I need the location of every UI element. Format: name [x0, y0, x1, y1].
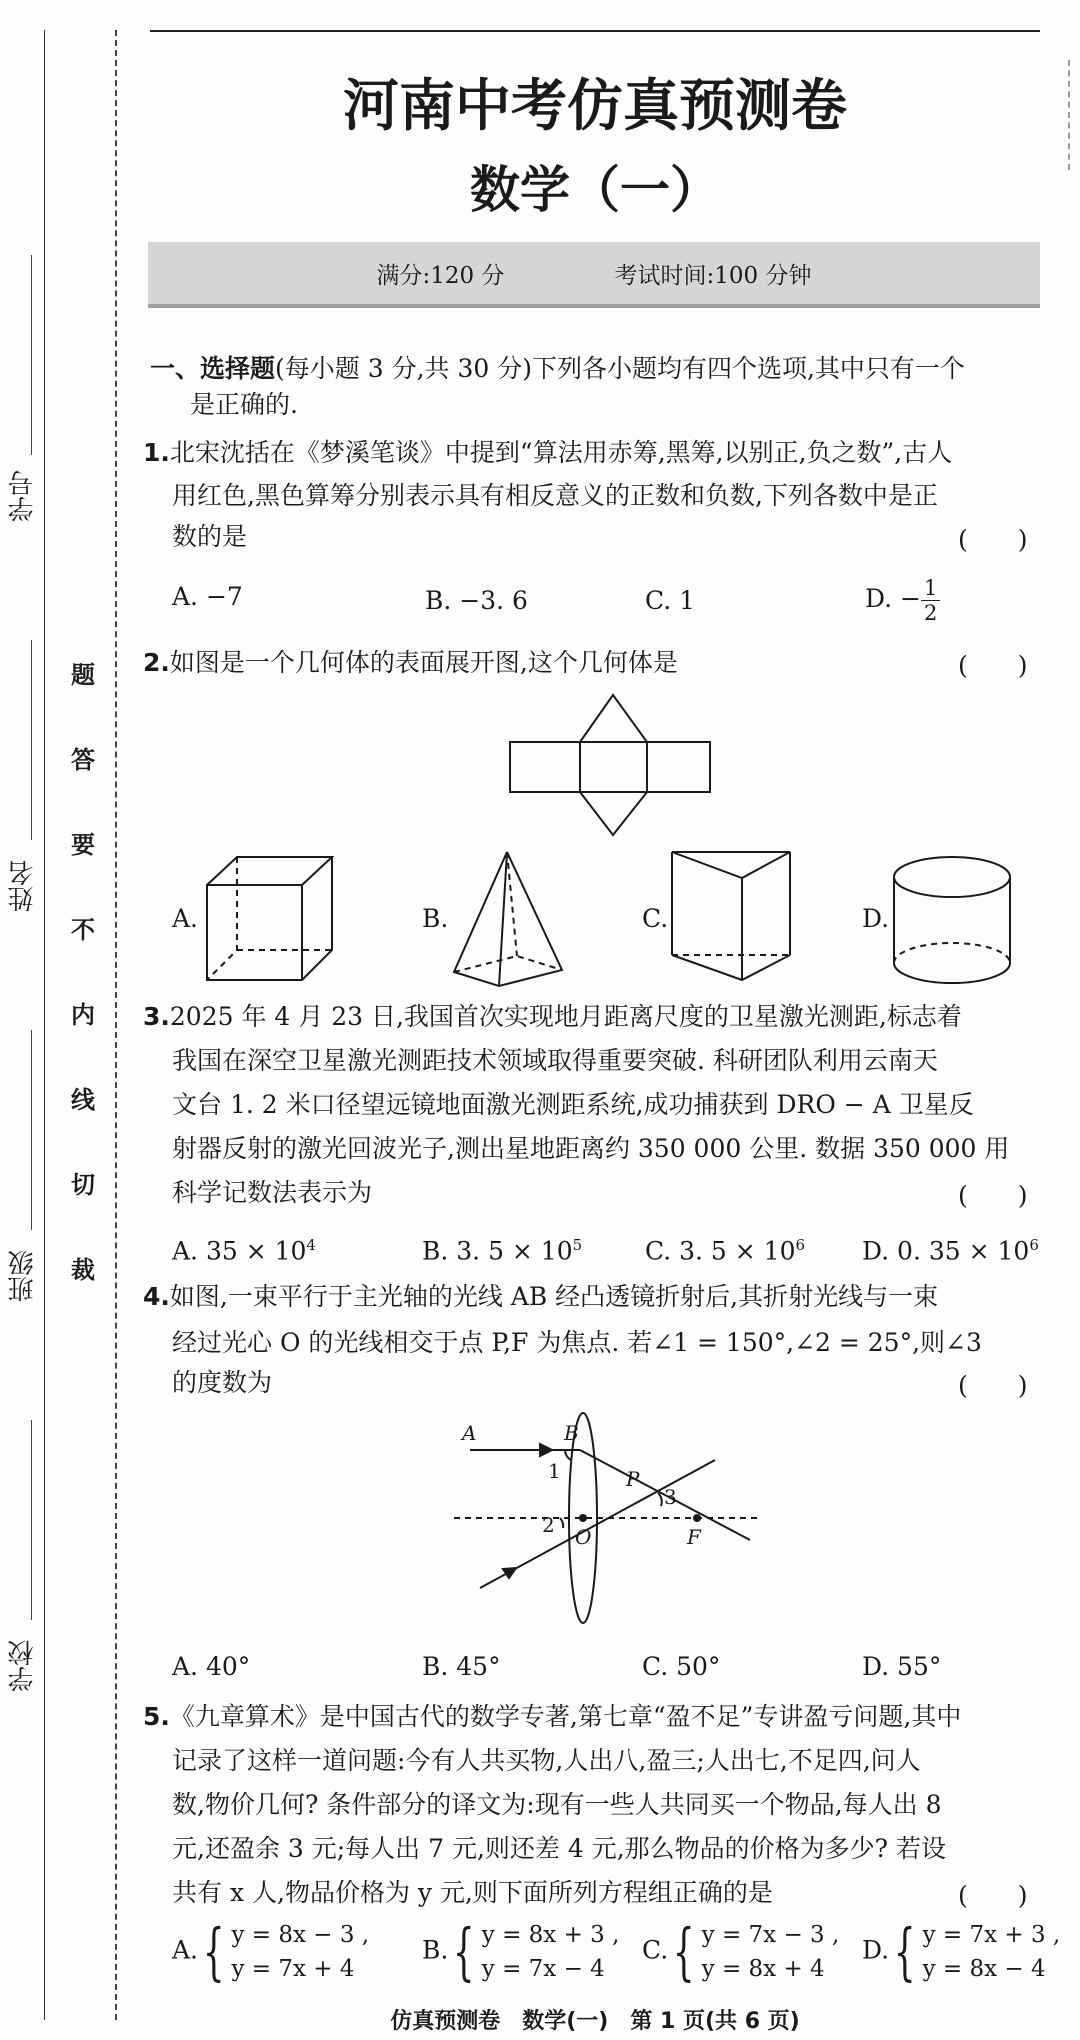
option-b: B. −3. 6 [425, 586, 528, 615]
net-bottom-triangle [580, 792, 647, 835]
option-d [865, 576, 940, 625]
equation-system [923, 1918, 1061, 1986]
question-text: 经过光心 O 的光线相交于点 P,F 为焦点. 若∠1 = 150°,∠2 = 25°,则∠3 [172, 1328, 982, 1357]
exam-info-bar [148, 242, 1040, 308]
option-text: B. 3. 5 × 10 [422, 1236, 573, 1266]
right-cut-line [1068, 60, 1070, 170]
label-p: P [626, 1467, 640, 1491]
angle-3-arc [658, 1493, 662, 1506]
answer-paren: ( ) [958, 525, 1028, 554]
question-number: 2. [143, 648, 170, 677]
margin-border [44, 30, 45, 2020]
question-number: 5. [143, 1702, 170, 1731]
warning-char: 答 [71, 746, 95, 774]
class-label: 班级 [8, 1250, 38, 1302]
school-label: 学校 [8, 1640, 38, 1692]
label-a: A [462, 1421, 477, 1445]
question-text: 数,物价几何? 条件部分的译文为:现有一些人共同买一个物品,每人出 8 [172, 1790, 942, 1819]
prism-figure [670, 850, 795, 985]
equation-system [702, 1918, 840, 1986]
cube-top-face [207, 857, 332, 885]
equation: y = 8x − 3 , [231, 1922, 370, 1948]
question-3-line [143, 1000, 962, 1034]
option-a [172, 1228, 316, 1268]
question-text: 《九章算术》是中国古代的数学专著,第七章“盈不足”专讲盈亏问题,其中 [169, 1702, 962, 1731]
warning-char: 要 [71, 831, 95, 859]
cube-hidden-edge [207, 857, 237, 980]
section-note-line2: 是正确的. [190, 390, 298, 419]
cylinder-bottom-front [894, 963, 1010, 983]
surface-net-figure [505, 690, 715, 840]
equation: y = 8x − 4 [922, 1956, 1046, 1982]
section-heading-line [150, 352, 965, 386]
exponent: 4 [306, 1236, 316, 1254]
question-text: 文台 1. 2 米口径望远镜地面激光测距系统,成功捕获到 DRO − A 卫星反 [172, 1090, 974, 1119]
pyramid-edge [499, 852, 507, 986]
angle-2-arc [560, 1518, 563, 1528]
question-text: 北宋沈括在《梦溪笔谈》中提到“算法用赤筹,黑筹,以别正,负之数”,古人 [169, 438, 953, 467]
question-text: 如图,一束平行于主光轴的光线 AB 经凸透镜折射后,其折射光线与一束 [169, 1282, 939, 1311]
page-subtitle: 数学（一） [470, 161, 720, 219]
question-text: 科学记数法表示为 [172, 1178, 373, 1207]
label-o: O [575, 1525, 592, 1549]
option-d: D. 55° [862, 1652, 942, 1681]
focus-point [693, 1514, 701, 1522]
cube-side-edge [302, 857, 332, 980]
answer-paren: ( ) [958, 1371, 1028, 1400]
name-blank [31, 640, 32, 840]
ray-arrow [503, 1568, 516, 1578]
option-a: A. 40° [172, 1652, 251, 1681]
pyramid-hidden-edge [507, 852, 517, 956]
option-a [172, 1915, 370, 1988]
option-text: A. 35 × 10 [172, 1236, 307, 1266]
option-label: C. [642, 1935, 669, 1965]
fraction [921, 576, 940, 625]
option-c: C. [642, 904, 669, 933]
option-b: B. [422, 904, 449, 933]
section-note: (每小题 3 分,共 30 分)下列各小题均有四个选项,其中只有一个 [275, 354, 965, 383]
lens-figure [440, 1410, 770, 1625]
cube-figure [205, 855, 335, 985]
question-text: 2025 年 4 月 23 日,我国首次实现地月距离尺度的卫星激光测距,标志着 [169, 1002, 962, 1031]
question-text: 射器反射的激光回波光子,测出星地距离约 350 000 公里. 数据 350 000 用 [172, 1134, 1010, 1163]
student-id-label: 学号 [8, 470, 38, 522]
equation: y = 7x + 4 [231, 1956, 355, 1982]
warning-char: 不 [71, 916, 95, 944]
label-b: B [564, 1421, 579, 1445]
warning-char: 切 [71, 1171, 95, 1199]
equation: y = 7x − 4 [481, 1956, 605, 1982]
question-5-line [143, 1700, 961, 1734]
section-title: 一、选择题 [150, 354, 276, 383]
brace-icon: { [202, 1915, 225, 1988]
net-top-triangle [580, 695, 647, 742]
question-text: 记录了这样一道问题:今有人共买物,人出八,盈三;人出七,不足四,问人 [172, 1746, 921, 1775]
option-text: D. 0. 35 × 10 [862, 1236, 1030, 1266]
warning-char: 内 [71, 1001, 95, 1029]
numerator: 1 [921, 576, 940, 601]
question-number: 1. [143, 438, 170, 467]
name-label: 姓名 [8, 860, 38, 912]
angle-1-arc [565, 1450, 571, 1460]
option-text: C. 3. 5 × 10 [645, 1236, 796, 1266]
exponent: 6 [1029, 1236, 1039, 1254]
equation-system [482, 1918, 620, 1986]
option-label: B. [422, 1935, 449, 1965]
option-c [645, 1228, 805, 1268]
label-f: F [687, 1525, 701, 1549]
school-blank [31, 1420, 32, 1620]
pyramid-hidden-base [454, 956, 562, 972]
question-text: 共有 x 人,物品价格为 y 元,则下面所列方程组正确的是 [172, 1878, 773, 1907]
brace-icon: { [453, 1915, 475, 1988]
answer-paren: ( ) [958, 651, 1028, 680]
exam-time: 考试时间:100 分钟 [614, 262, 812, 289]
option-label: D. [862, 1935, 890, 1965]
option-d [862, 1228, 1039, 1268]
class-blank [31, 1030, 32, 1230]
cut-line [115, 30, 117, 2020]
cylinder-bottom-back [894, 943, 1010, 963]
option-c: C. 50° [642, 1652, 721, 1681]
exponent: 5 [572, 1236, 583, 1254]
question-1-line [143, 436, 952, 470]
question-text: 的度数为 [172, 1368, 273, 1397]
question-text: 元,还盈余 3 元;每人出 7 元,则还差 4 元,那么物品的价格为多少? 若设 [172, 1834, 947, 1863]
equation: y = 7x − 3 , [701, 1922, 840, 1948]
pyramid-figure [452, 850, 567, 990]
cylinder-figure [892, 855, 1017, 990]
question-2-line [143, 646, 678, 680]
page-footer: 仿真预测卷 数学(一) 第 1 页(共 6 页) [390, 2009, 800, 2034]
option-b [422, 1228, 582, 1268]
prism-bottom [672, 955, 790, 980]
question-text: 用红色,黑色算筹分别表示具有相反意义的正数和负数,下列各数中是正 [172, 481, 938, 510]
exponent: 6 [795, 1236, 806, 1254]
student-id-blank [31, 255, 32, 455]
question-text: 如图是一个几何体的表面展开图,这个几何体是 [169, 648, 678, 677]
option-label: A. [172, 1935, 199, 1965]
page-title: 河南中考仿真预测卷 [343, 74, 847, 139]
equation: y = 8x + 4 [701, 1956, 825, 1982]
brace-icon: { [893, 1915, 916, 1988]
label-angle-3: 3 [664, 1485, 677, 1509]
question-number: 4. [143, 1282, 170, 1311]
option-b: B. 45° [422, 1652, 501, 1681]
net-rectangle [510, 742, 710, 792]
optical-center-point [579, 1514, 587, 1522]
option-d: D. [862, 904, 890, 933]
question-text: 数的是 [172, 522, 248, 551]
cylinder-top [894, 857, 1010, 897]
label-angle-2: 2 [542, 1513, 555, 1537]
full-score: 满分:120 分 [376, 262, 505, 289]
warning-char: 线 [71, 1086, 95, 1114]
equation: y = 8x + 3 , [481, 1922, 620, 1948]
warning-char: 裁 [71, 1256, 95, 1284]
answer-paren: ( ) [958, 1181, 1028, 1210]
equation-system [231, 1918, 369, 1986]
option-d-prefix: D. − [865, 584, 921, 613]
question-number: 3. [143, 1002, 170, 1031]
pyramid-outline [454, 852, 562, 986]
question-4-line [143, 1280, 938, 1314]
brace-icon: { [673, 1915, 695, 1988]
option-b [422, 1915, 620, 1988]
question-text: 我国在深空卫星激光测距技术领域取得重要突破. 科研团队利用云南天 [172, 1046, 938, 1075]
option-a: A. [172, 904, 199, 933]
option-a: A. −7 [172, 582, 243, 611]
prism-top-triangle [672, 852, 790, 878]
top-rule [150, 30, 1040, 32]
ray-arrow [540, 1444, 552, 1456]
warning-char: 题 [71, 661, 95, 689]
option-c: C. 1 [645, 586, 696, 615]
option-c [642, 1915, 840, 1988]
equation: y = 7x + 3 , [922, 1922, 1061, 1948]
option-d [862, 1915, 1061, 1988]
label-angle-1: 1 [548, 1459, 561, 1483]
answer-paren: ( ) [958, 1881, 1028, 1910]
denominator: 2 [924, 601, 938, 625]
